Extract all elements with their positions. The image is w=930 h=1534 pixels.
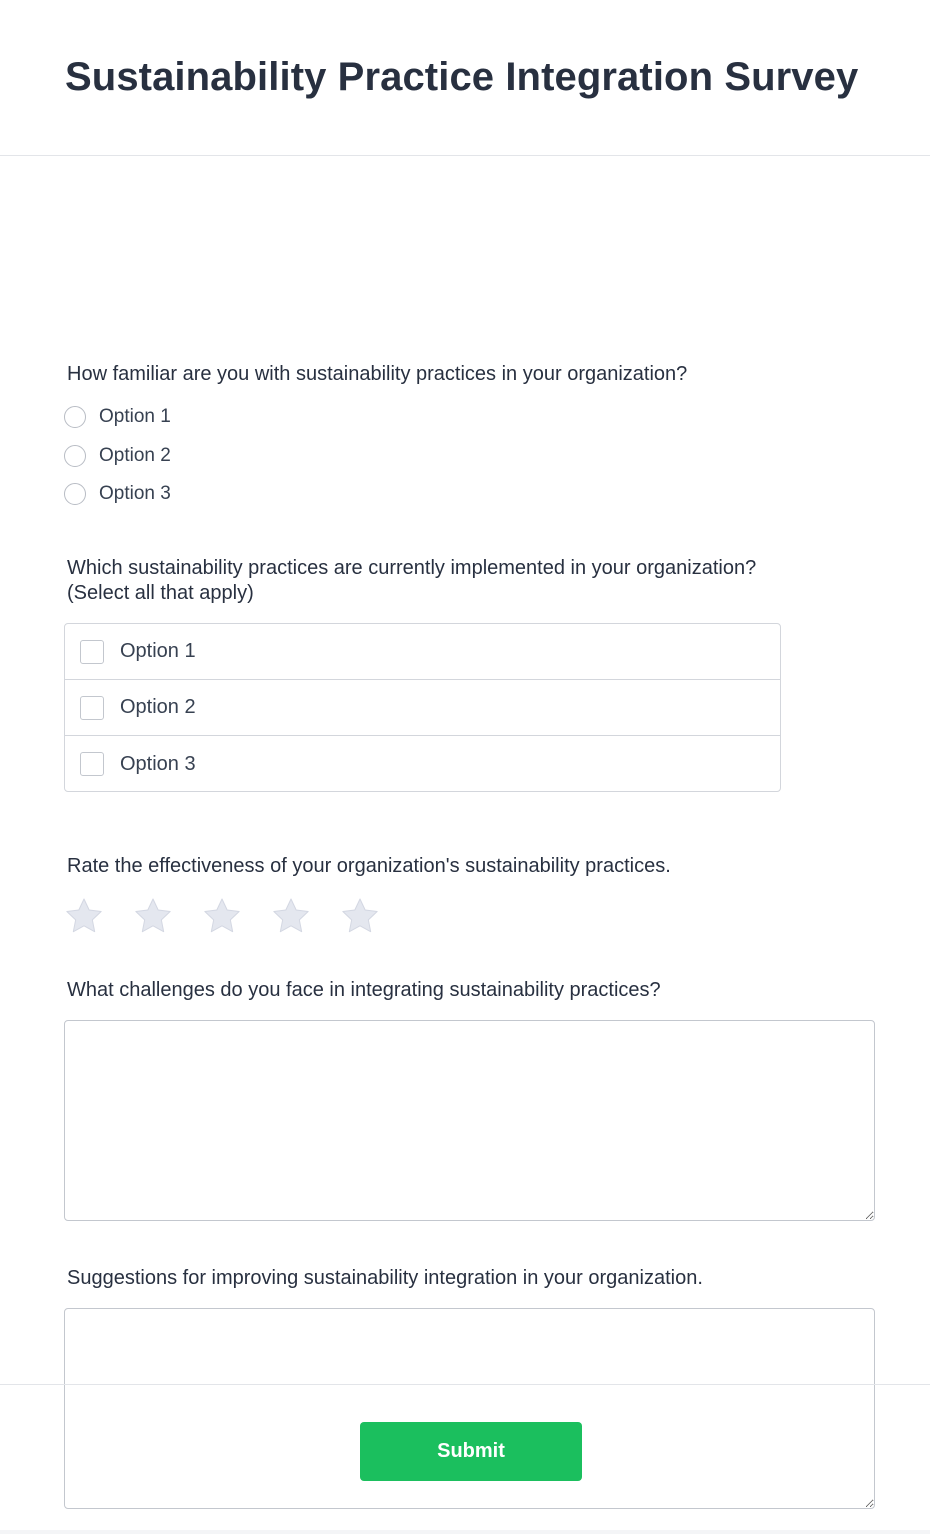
radio-label: Option 3 xyxy=(99,483,171,504)
star-4-icon[interactable] xyxy=(271,896,311,936)
q1-option-2[interactable] xyxy=(64,443,171,469)
q1-option-3[interactable] xyxy=(64,481,171,507)
star-2-icon[interactable] xyxy=(133,896,173,936)
q2-option-2[interactable] xyxy=(65,680,780,736)
checkbox[interactable] xyxy=(80,696,104,720)
star-5-icon[interactable] xyxy=(340,896,380,936)
submit-button[interactable]: Submit xyxy=(360,1422,582,1481)
checkbox-label: Option 3 xyxy=(120,752,196,775)
radio-label: Option 2 xyxy=(99,445,171,466)
q3-label: Rate the effectiveness of your organization's sustainability practices. xyxy=(67,855,671,877)
radio-label: Option 1 xyxy=(99,406,171,427)
survey-header xyxy=(0,0,930,156)
checkbox-label: Option 1 xyxy=(120,640,196,662)
form-footer xyxy=(0,1384,930,1530)
q1-option-1[interactable] xyxy=(64,404,171,430)
checkbox[interactable] xyxy=(80,752,104,776)
q4-label: What challenges do you face in integrating sustainability practices? xyxy=(67,979,661,1001)
checkbox-label: Option 2 xyxy=(120,696,196,718)
challenges-textarea[interactable] xyxy=(64,1020,875,1221)
radio-button[interactable] xyxy=(64,406,86,428)
q2-option-3[interactable] xyxy=(65,736,780,792)
q2-label xyxy=(67,556,847,606)
q4-textarea-wrap xyxy=(64,1020,875,1221)
q2-option-1[interactable] xyxy=(65,624,780,680)
checkbox[interactable] xyxy=(80,640,104,664)
star-1-icon[interactable] xyxy=(64,896,104,936)
q1-label: How familiar are you with sustainability practices in your organization? xyxy=(67,363,688,385)
radio-button[interactable] xyxy=(64,483,86,505)
star-rating xyxy=(64,896,409,936)
page-title: Sustainability Practice Integration Survey xyxy=(65,55,859,99)
star-3-icon[interactable] xyxy=(202,896,242,936)
q2-checkbox-group xyxy=(64,623,781,792)
radio-button[interactable] xyxy=(64,445,86,467)
q5-label: Suggestions for improving sustainability integration in your organization. xyxy=(67,1267,703,1289)
q2-label-line-2: (Select all that apply) xyxy=(67,582,254,604)
q2-label-line-1: Which sustainability practices are currently implemented in your organization? xyxy=(67,557,757,579)
